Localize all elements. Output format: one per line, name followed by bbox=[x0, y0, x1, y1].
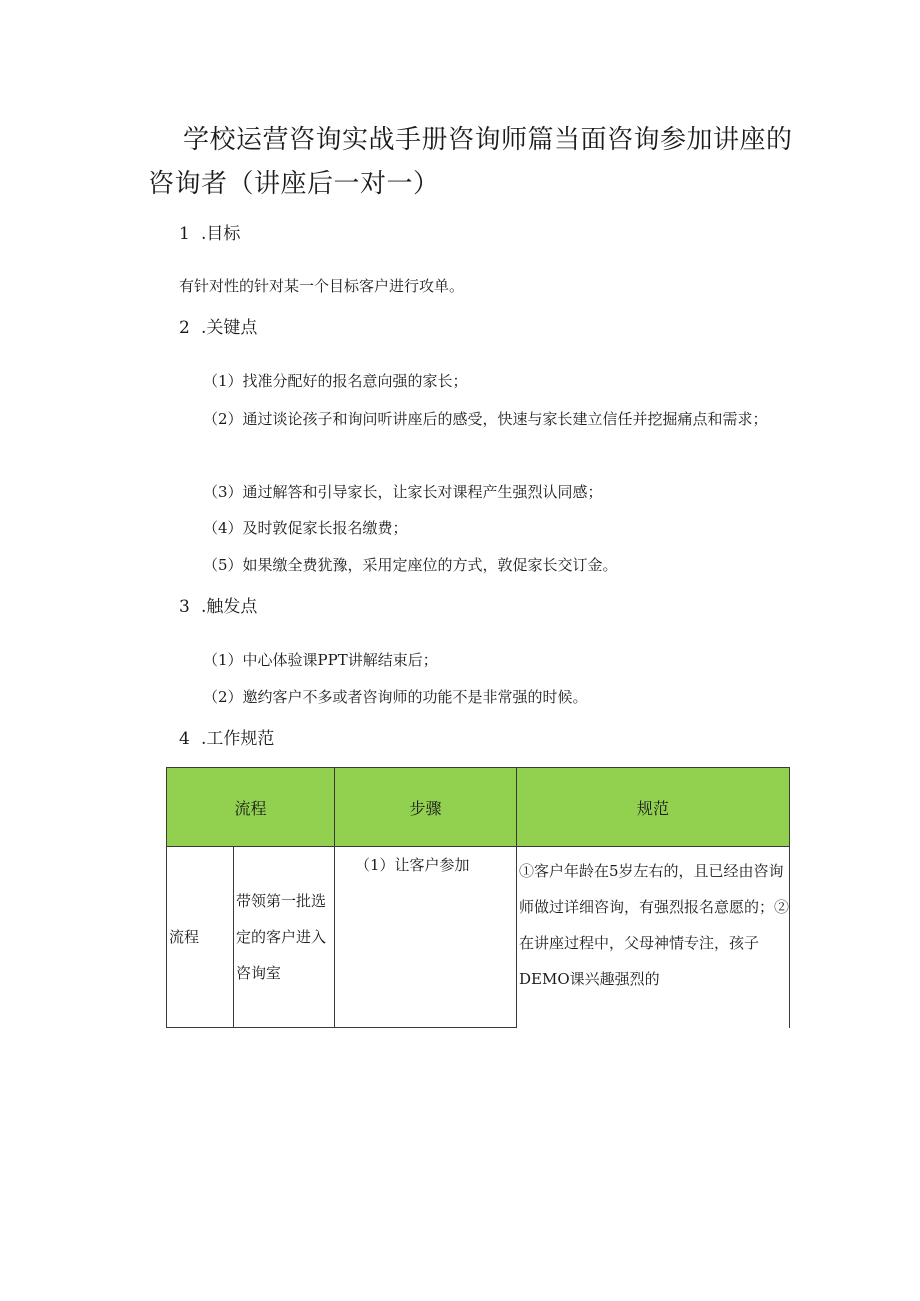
section-1-number: 1 bbox=[179, 224, 190, 244]
cell-rule-text: ①客户年龄在5岁左右的，且已经由咨询师做过详细咨询，有强烈报名意愿的；②在讲座过程中，父母神情专注，孩子DEMO课兴趣强烈的 bbox=[519, 862, 790, 988]
document-title: 学校运营咨询实战手册咨询师篇当面咨询参加讲座的咨询者（讲座后一对一） bbox=[148, 125, 793, 199]
keypoint-3: （3）通过解答和引导家长，让家长对课程产生强烈认同感； bbox=[203, 483, 603, 501]
work-spec-table bbox=[166, 767, 790, 1028]
cell-substep bbox=[234, 847, 335, 1028]
section-3-number: 3 bbox=[179, 597, 190, 617]
header-flow: 流程 bbox=[167, 768, 335, 847]
cell-step bbox=[335, 847, 517, 1028]
cell-step-text: （1）让客户参加 bbox=[355, 856, 470, 874]
header-rule: 规范 bbox=[517, 768, 790, 847]
keypoint-1: （1）找准分配好的报名意向强的家长； bbox=[203, 372, 468, 390]
table-row bbox=[167, 847, 790, 1028]
keypoint-2: （2）通过谈论孩子和询问听讲座后的感受，快速与家长建立信任并挖掘痛点和需求； bbox=[203, 410, 768, 428]
keypoint-4: （4）及时敦促家长报名缴费； bbox=[203, 519, 408, 537]
section-1-title: .目标 bbox=[201, 224, 241, 244]
cell-flow-text: 流程 bbox=[169, 928, 200, 946]
header-step: 步骤 bbox=[335, 768, 517, 847]
cell-flow bbox=[167, 847, 234, 1028]
cell-rule bbox=[517, 847, 790, 1028]
trigger-1: （1）中心体验课PPT讲解结束后； bbox=[203, 651, 438, 669]
section-2-title: .关键点 bbox=[201, 318, 258, 338]
section-4-heading bbox=[179, 727, 274, 751]
section-4-title: .工作规范 bbox=[201, 729, 275, 749]
section-2-heading bbox=[179, 316, 257, 340]
section-1-body: 有针对性的针对某一个目标客户进行攻单。 bbox=[179, 277, 465, 295]
section-2-number: 2 bbox=[179, 318, 190, 338]
section-3-heading bbox=[179, 595, 257, 619]
section-3-title: .触发点 bbox=[201, 597, 258, 617]
table-header-row bbox=[167, 768, 790, 847]
section-4-number: 4 bbox=[179, 729, 190, 749]
keypoint-5: （5）如果缴全费犹豫，采用定座位的方式，敦促家长交订金。 bbox=[203, 556, 618, 574]
trigger-2: （2）邀约客户不多或者咨询师的功能不是非常强的时候。 bbox=[203, 688, 588, 706]
section-1-heading bbox=[179, 222, 240, 246]
cell-substep-text: 带领第一批选定的客户进入咨询室 bbox=[236, 892, 327, 982]
